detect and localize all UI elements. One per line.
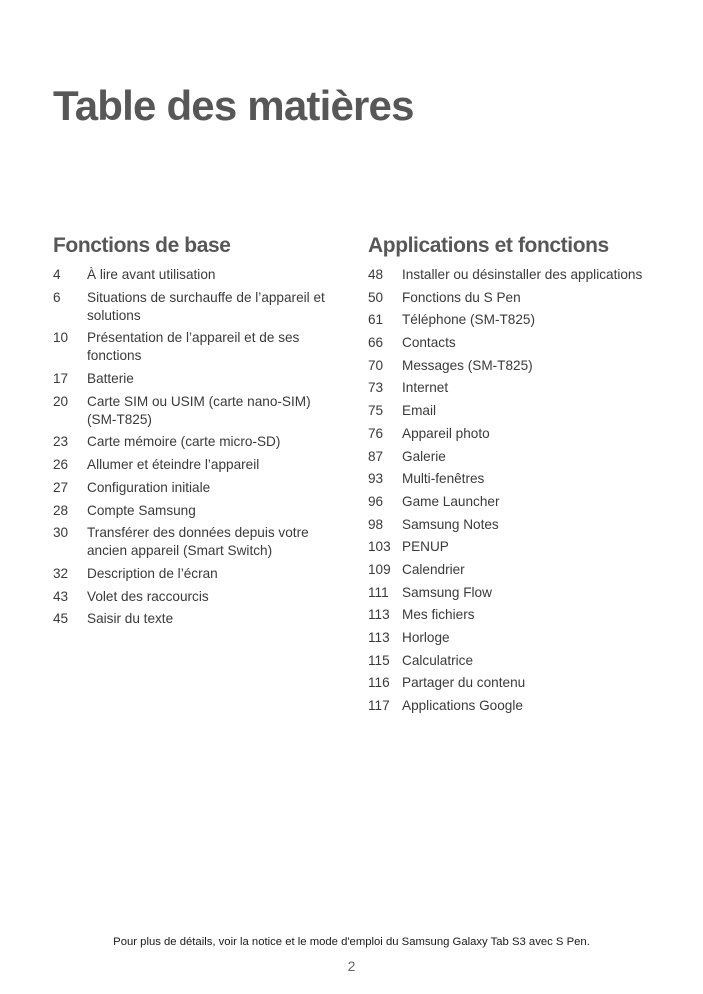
toc-entry-label: Multi-fenêtres — [402, 471, 485, 487]
toc-entry-label: Téléphone (SM-T825) — [402, 312, 535, 328]
toc-entry[interactable] — [368, 538, 648, 556]
toc-entry[interactable] — [368, 674, 648, 692]
toc-entry-label: Applications Google — [402, 698, 523, 714]
toc-entry-label: Appareil photo — [402, 425, 490, 441]
toc-entry-label: Partager du contenu — [402, 675, 526, 691]
toc-page-number: 113 — [368, 607, 390, 623]
toc-page-number: 109 — [368, 561, 391, 577]
toc-page-number: 50 — [368, 289, 384, 305]
toc-entry[interactable] — [53, 610, 343, 628]
section-applications-et-fonctions — [368, 232, 648, 720]
toc-entry[interactable] — [53, 289, 343, 325]
toc-entry[interactable] — [368, 584, 648, 602]
toc-entry-label: Situations de surchauffe de l’appareil et solutions — [87, 289, 325, 323]
section-fonctions-de-base — [53, 232, 343, 633]
toc-entry[interactable] — [53, 393, 343, 429]
toc-entry-label: Volet des raccourcis — [87, 588, 209, 604]
toc-page-number: 17 — [53, 371, 69, 387]
toc-page-number: 27 — [53, 479, 69, 495]
toc-entry-label: Installer ou désinstaller des applications — [402, 267, 643, 282]
toc-page-number: 4 — [53, 267, 61, 282]
toc-entry-label: Allumer et éteindre l’appareil — [87, 457, 260, 473]
toc-entry[interactable] — [53, 524, 343, 560]
toc-entry[interactable] — [368, 311, 648, 329]
toc-entry-label: Calendrier — [402, 561, 465, 577]
toc-page-number: 10 — [53, 330, 69, 346]
toc-page-number: 6 — [53, 289, 61, 305]
page-number: 2 — [347, 958, 356, 974]
toc-entry[interactable] — [368, 629, 648, 647]
toc-page-number: 96 — [368, 493, 384, 509]
toc-entry[interactable] — [368, 425, 648, 443]
toc-page-number: 103 — [368, 539, 391, 555]
toc-page-number: 26 — [53, 457, 69, 473]
toc-page-number: 76 — [368, 425, 384, 441]
section-title: Applications et fonctions — [368, 234, 609, 257]
toc-page-number: 93 — [368, 471, 384, 487]
toc-entry-label: Samsung Notes — [402, 516, 499, 532]
toc-page-number: 43 — [53, 588, 69, 604]
toc-entry[interactable] — [368, 379, 648, 397]
toc-entry-label: Présentation de l’appareil et de ses fonctions — [87, 330, 300, 364]
footer-note: Pour plus de détails, voir la notice et le mode d'emploi du Samsung Galaxy Tab S3 avec S Pen. — [113, 936, 590, 948]
toc-entry-label: Samsung Flow — [402, 584, 492, 600]
toc-entry-label: Transférer des données depuis votre ancien appareil (Smart Switch) — [87, 525, 309, 559]
toc-entry[interactable] — [368, 470, 648, 488]
toc-entry[interactable] — [368, 697, 648, 715]
toc-entry-label: Carte mémoire (carte micro-SD) — [87, 434, 281, 450]
toc-entry[interactable] — [368, 606, 648, 624]
toc-list — [368, 266, 648, 715]
toc-entry-label: Batterie — [87, 371, 134, 387]
toc-entry-label: Configuration initiale — [87, 479, 211, 495]
toc-entry[interactable] — [53, 433, 343, 451]
toc-page-number: 75 — [368, 403, 384, 419]
toc-page-number: 66 — [368, 335, 384, 351]
toc-entry-label: Email — [402, 403, 436, 419]
toc-page-number: 70 — [368, 357, 384, 373]
toc-entry-label: Fonctions du S Pen — [402, 289, 521, 305]
toc-entry[interactable] — [53, 370, 343, 388]
toc-entry[interactable] — [368, 402, 648, 420]
toc-entry[interactable] — [368, 493, 648, 511]
toc-page-number: 73 — [368, 380, 384, 396]
toc-page-number: 23 — [53, 434, 69, 450]
toc-entry[interactable] — [368, 334, 648, 352]
toc-entry-label: Internet — [402, 380, 449, 396]
section-title: Fonctions de base — [53, 234, 231, 257]
toc-page-number: 116 — [368, 675, 390, 691]
toc-entry[interactable] — [53, 329, 343, 365]
toc-entry-label: Game Launcher — [402, 493, 500, 509]
toc-entry[interactable] — [368, 357, 648, 375]
toc-entry[interactable] — [53, 588, 343, 606]
toc-entry[interactable] — [53, 479, 343, 497]
toc-entry[interactable] — [53, 266, 343, 284]
toc-page-number: 32 — [53, 565, 69, 581]
toc-entry-label: Messages (SM-T825) — [402, 357, 533, 373]
toc-entry-label: Contacts — [402, 335, 456, 351]
toc-page-number: 113 — [368, 630, 390, 645]
toc-entry[interactable] — [368, 266, 648, 284]
toc-list — [53, 266, 343, 628]
toc-entry-label: Horloge — [402, 630, 450, 645]
toc-entry[interactable] — [53, 456, 343, 474]
toc-page-number: 117 — [368, 698, 390, 714]
toc-page-number: 48 — [368, 267, 384, 282]
toc-page-number: 20 — [53, 393, 69, 409]
toc-entry[interactable] — [368, 652, 648, 670]
toc-page-number: 28 — [53, 502, 69, 518]
toc-page-number: 87 — [368, 448, 384, 464]
toc-entry[interactable] — [368, 561, 648, 579]
page-title: Table des matières — [53, 82, 414, 129]
toc-entry-label: PENUP — [402, 539, 449, 555]
toc-entry-label: Carte SIM ou USIM (carte nano-SIM) (SM-T825) — [87, 393, 311, 427]
toc-entry[interactable] — [368, 289, 648, 307]
toc-entry[interactable] — [53, 502, 343, 520]
toc-entry-label: Calculatrice — [402, 652, 474, 668]
toc-page-number: 111 — [368, 584, 389, 600]
toc-entry[interactable] — [368, 516, 648, 534]
toc-page-number: 61 — [368, 312, 384, 328]
toc-page-number: 45 — [53, 611, 69, 627]
toc-entry-label: Mes fichiers — [402, 607, 475, 623]
toc-entry-label: Saisir du texte — [87, 611, 174, 627]
toc-entry-label: Galerie — [402, 448, 446, 464]
toc-entry-label: À lire avant utilisation — [87, 267, 216, 282]
toc-page-number: 98 — [368, 516, 384, 532]
toc-page-number: 30 — [53, 525, 69, 541]
toc-entry[interactable] — [368, 448, 648, 466]
toc-entry-label: Compte Samsung — [87, 502, 196, 518]
toc-entry-label: Description de l’écran — [87, 565, 218, 581]
toc-page-number: 115 — [368, 652, 390, 668]
toc-entry[interactable] — [53, 565, 343, 583]
